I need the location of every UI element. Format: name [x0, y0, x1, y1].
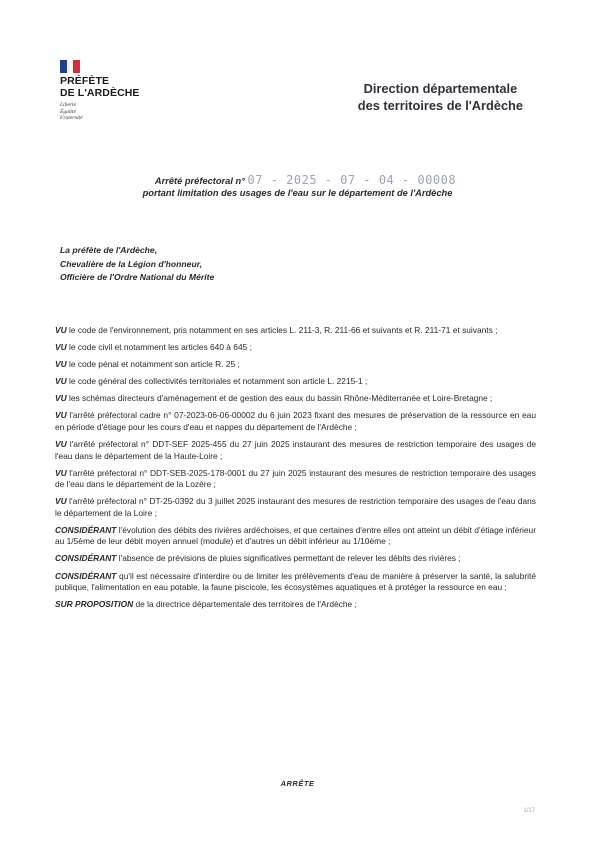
direction-line: des territoires de l'Ardèche — [357, 98, 523, 113]
consideration-text: le code de l'environnement, pris notamment en ses articles L. 211-3, R. 211-66 et suivants et R. 211-71 et suivants ; — [66, 325, 498, 335]
consideration-keyword: CONSIDÉRANT — [55, 524, 117, 535]
consideration-item — [55, 410, 536, 433]
consideration-text: l'absence de prévisions de pluies significatives permettant de relever les débits des rivières ; — [116, 553, 461, 564]
prefecture-name-line: PRÉFÈTE — [60, 75, 110, 87]
signatory-block — [60, 244, 214, 285]
consideration-text: les schémas directeurs d'aménagement et de gestion des eaux du bassin Rhône-Méditerranée et Loire-Bretagne ; — [66, 393, 493, 404]
consideration-keyword: VU — [55, 467, 67, 478]
consideration-text: l'arrêté préfectoral n° DT-25-0392 du 3 juillet 2025 instaurant des mesures de restriction temporaire des usages de l'eau dans le département de la Loire ; — [55, 496, 536, 518]
consideration-keyword: SUR PROPOSITION — [55, 599, 134, 610]
french-flag-icon — [60, 60, 80, 73]
consideration-item — [55, 325, 536, 337]
decree-heading: ARRÊTE — [280, 779, 315, 788]
consideration-text: le code général des collectivités territoriales et notamment son article L. 2215-1 ; — [66, 376, 368, 387]
signatory-line: Officière de l'Ordre National du Mérite — [60, 272, 215, 282]
page-number: 1/17 — [523, 808, 535, 814]
decree-subtitle: portant limitation des usages de l'eau sur le département de l'Ardèche — [142, 188, 453, 198]
consideration-text: l'arrêté préfectoral n° DDT-SEF 2025-455 du 27 juin 2025 instaurant des mesures de restriction temporaire des usages de l'eau dans le département de la Haute-Loire ; — [55, 439, 536, 461]
prefecture-name — [60, 76, 160, 99]
consideration-keyword: VU — [55, 359, 67, 370]
consideration-item — [55, 376, 536, 388]
consideration-item — [55, 599, 536, 611]
consideration-text: l'arrêté préfectoral cadre n° 07-2023-06-06-00002 du 6 juin 2023 fixant des mesures de préservation de la ressource en eau en période d'étiage pour les cours d'eau et nappes du département de l'Ardèche ; — [55, 410, 536, 432]
consideration-item — [55, 571, 536, 594]
consideration-text: qu'il est nécessaire d'interdire ou de limiter les prélèvements d'eau de manière à préserver la santé, la salubrité publique, l'alimentation en eau potable, la faune piscicole, les écosystèmes aquatiques et à protéger la ressource en eau ; — [55, 570, 536, 593]
consideration-keyword: VU — [55, 325, 67, 335]
consideration-text: de la directrice départementale des territoires de l'Ardèche ; — [133, 599, 357, 610]
republic-motto — [60, 102, 160, 122]
consideration-keyword: VU — [55, 376, 67, 387]
consideration-item — [55, 496, 536, 519]
consideration-item — [55, 359, 536, 371]
prefecture-name-line: DE L'ARDÈCHE — [60, 86, 140, 99]
motto-line: Fraternité — [60, 115, 83, 121]
consideration-keyword: CONSIDÉRANT — [55, 570, 117, 581]
consideration-text: l'arrêté préfectoral n° DDT-SEB-2025-178-0001 du 27 juin 2025 instaurant des mesures de restriction temporaire des usages de l'eau dans le département de la Lozère ; — [55, 467, 536, 490]
motto-line: Égalité — [60, 108, 76, 115]
issuing-direction — [358, 80, 523, 114]
decree-number-line — [0, 174, 595, 187]
consideration-item — [55, 553, 536, 565]
consideration-keyword: VU — [55, 393, 67, 404]
consideration-item — [55, 342, 536, 354]
signatory-line: La préfète de l'Ardèche, — [60, 245, 158, 255]
motto-line: Liberté — [60, 102, 76, 108]
consideration-item — [55, 525, 536, 548]
signatory-line: Chevalière de la Légion d'honneur, — [60, 258, 202, 269]
consideration-keyword: VU — [55, 342, 67, 353]
consideration-keyword: VU — [55, 410, 67, 421]
decree-number-handwritten: 07 - 2025 - 07 - 04 - 00008 — [247, 173, 457, 187]
consideration-keyword: VU — [55, 496, 67, 507]
considerations-list — [55, 325, 536, 616]
consideration-text: le code pénal et notamment son article R. 25 ; — [66, 359, 240, 370]
consideration-text: l'évolution des débits des rivières ardéchoises, et que certaines d'entre elles ont atteint un débit d'étiage inférieur au 1/5ème de leur débit moyen annuel (module) et d'autres un débit inférieur au 1/10ème ; — [55, 524, 536, 547]
decree-number-prefix: Arrêté préfectoral n° — [154, 176, 245, 186]
consideration-item — [55, 439, 536, 462]
consideration-keyword: VU — [55, 439, 67, 450]
direction-line: Direction départementale — [363, 81, 518, 96]
prefecture-logo — [60, 60, 160, 122]
consideration-keyword: CONSIDÉRANT — [55, 553, 117, 564]
decree-title — [0, 174, 595, 199]
consideration-text: le code civil et notamment les articles 640 à 645 ; — [66, 342, 252, 353]
consideration-item — [55, 393, 536, 405]
consideration-item — [55, 468, 536, 491]
